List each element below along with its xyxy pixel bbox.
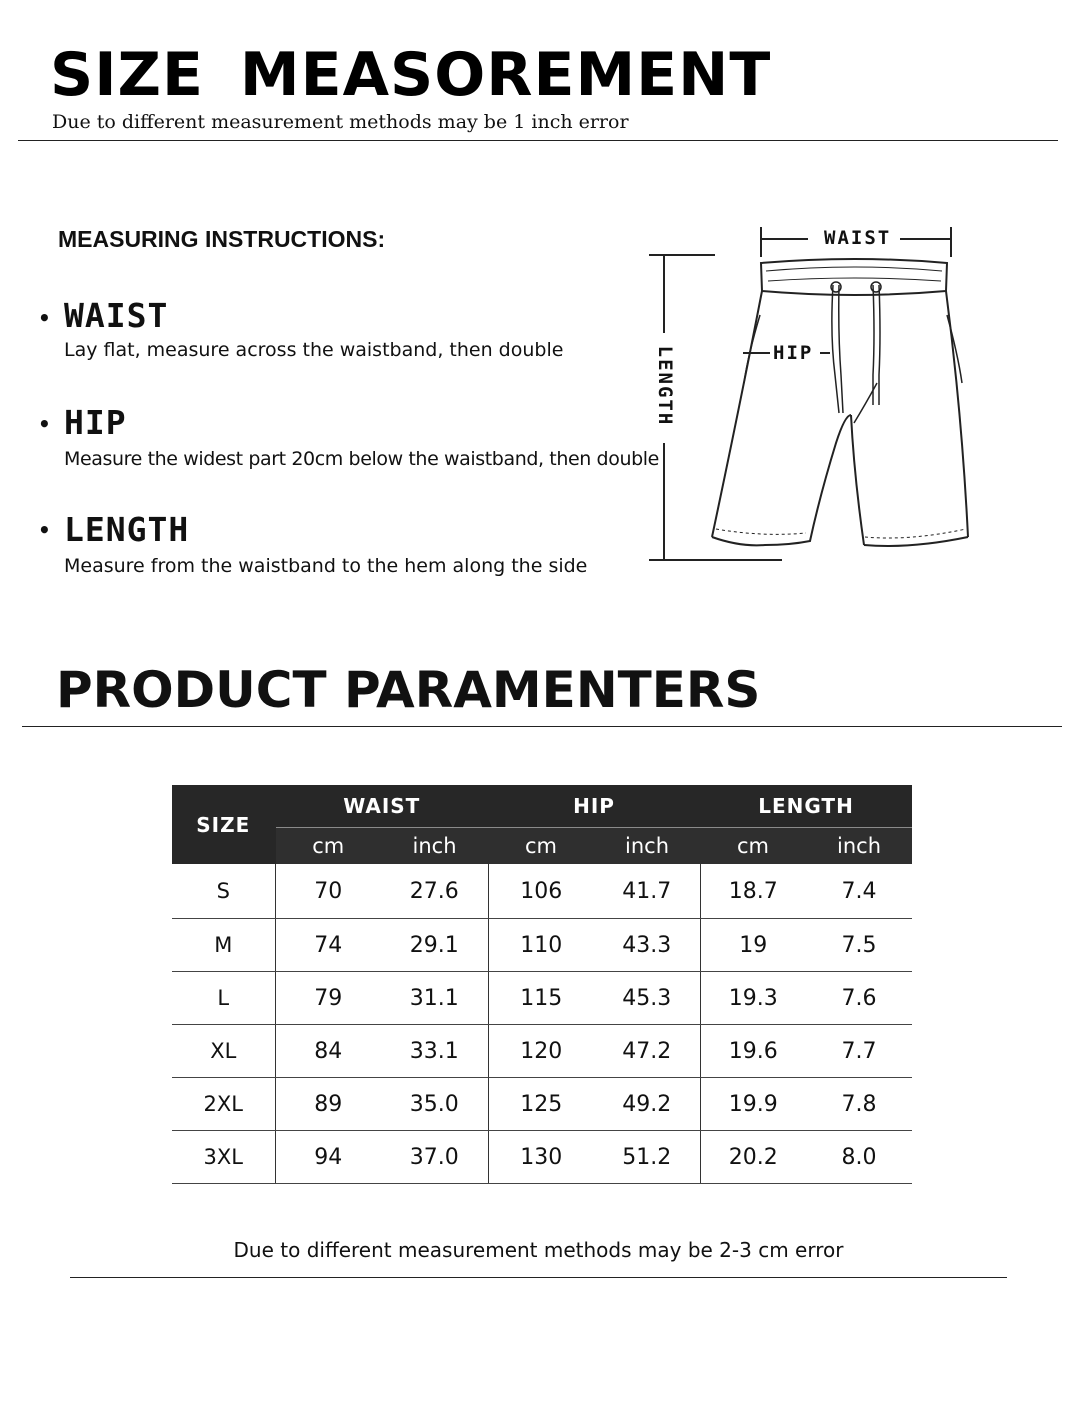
table-cell: 84 — [275, 1025, 381, 1078]
page-subtitle: Due to different measurement methods may be 1 inch error — [52, 111, 629, 133]
table-row — [172, 972, 912, 1025]
table-cell: 70 — [275, 864, 381, 919]
size-cell: L — [172, 972, 275, 1025]
shorts-diagram — [640, 215, 970, 575]
page-title: SIZE MEASOREMENT — [50, 40, 772, 110]
instructions-heading: MEASURING INSTRUCTIONS: — [58, 226, 386, 252]
table-row — [172, 1131, 912, 1184]
unit-header: cm — [488, 828, 594, 865]
diagram-length-label: LENGTH — [654, 345, 676, 427]
table-note: Due to different measurement methods may be 2-3 cm error — [233, 1238, 844, 1262]
table-cell: 20.2 — [700, 1131, 806, 1184]
table-cell: 7.4 — [806, 864, 912, 919]
table-cell: 19.6 — [700, 1025, 806, 1078]
table-header-row — [172, 785, 912, 828]
table-unit-row — [172, 828, 912, 865]
table-cell: 49.2 — [594, 1078, 700, 1131]
table-cell: 7.7 — [806, 1025, 912, 1078]
unit-header: inch — [594, 828, 700, 865]
footer-divider — [70, 1277, 1007, 1278]
table-cell: 94 — [275, 1131, 381, 1184]
size-cell: 3XL — [172, 1131, 275, 1184]
size-cell: 2XL — [172, 1078, 275, 1131]
table-cell: 125 — [488, 1078, 594, 1131]
table-cell: 27.6 — [381, 864, 488, 919]
unit-header: inch — [806, 828, 912, 865]
params-divider — [22, 726, 1062, 727]
table-cell: 47.2 — [594, 1025, 700, 1078]
table-cell: 115 — [488, 972, 594, 1025]
size-cell: S — [172, 864, 275, 919]
table-cell: 74 — [275, 919, 381, 972]
unit-header: cm — [700, 828, 806, 865]
table-row — [172, 864, 912, 919]
table-cell: 35.0 — [381, 1078, 488, 1131]
unit-header: inch — [381, 828, 488, 865]
table-cell: 41.7 — [594, 864, 700, 919]
table-cell: 130 — [488, 1131, 594, 1184]
column-header-size: SIZE — [172, 785, 275, 864]
size-cell: M — [172, 919, 275, 972]
table-cell: 43.3 — [594, 919, 700, 972]
shorts-diagram-icon — [640, 215, 970, 575]
size-cell: XL — [172, 1025, 275, 1078]
table-cell: 79 — [275, 972, 381, 1025]
table-cell: 37.0 — [381, 1131, 488, 1184]
table-cell: 19.9 — [700, 1078, 806, 1131]
table-cell: 7.8 — [806, 1078, 912, 1131]
instruction-title: HIP — [64, 403, 127, 442]
column-group-length: LENGTH — [700, 785, 912, 828]
table-row — [172, 1025, 912, 1078]
table-cell: 29.1 — [381, 919, 488, 972]
instruction-description: Measure the widest part 20cm below the waistband, then double — [64, 448, 659, 470]
instruction-description: Lay flat, measure across the waistband, then double — [64, 339, 564, 361]
bullet-icon: • — [38, 306, 51, 330]
table-cell: 51.2 — [594, 1131, 700, 1184]
table-cell: 19 — [700, 919, 806, 972]
column-group-waist: WAIST — [275, 785, 488, 828]
table-cell: 8.0 — [806, 1131, 912, 1184]
table-row — [172, 1078, 912, 1131]
size-table — [172, 785, 912, 1184]
unit-header: cm — [275, 828, 381, 865]
bullet-icon: • — [38, 518, 51, 542]
column-group-hip: HIP — [488, 785, 700, 828]
instruction-description: Measure from the waistband to the hem along the side — [64, 555, 588, 577]
table-cell: 89 — [275, 1078, 381, 1131]
diagram-waist-label: WAIST — [824, 227, 892, 249]
table-cell: 45.3 — [594, 972, 700, 1025]
table-cell: 7.5 — [806, 919, 912, 972]
instruction-title: WAIST — [64, 296, 169, 335]
table-cell: 33.1 — [381, 1025, 488, 1078]
table-cell: 19.3 — [700, 972, 806, 1025]
header-divider — [18, 140, 1058, 141]
table-cell: 110 — [488, 919, 594, 972]
table-cell: 18.7 — [700, 864, 806, 919]
instruction-title: LENGTH — [64, 510, 190, 549]
table-cell: 106 — [488, 864, 594, 919]
table-cell: 31.1 — [381, 972, 488, 1025]
table-cell: 120 — [488, 1025, 594, 1078]
table-cell: 7.6 — [806, 972, 912, 1025]
diagram-hip-label: HIP — [773, 342, 814, 364]
bullet-icon: • — [38, 412, 51, 436]
table-row — [172, 919, 912, 972]
section-title: PRODUCT PARAMENTERS — [56, 661, 761, 719]
